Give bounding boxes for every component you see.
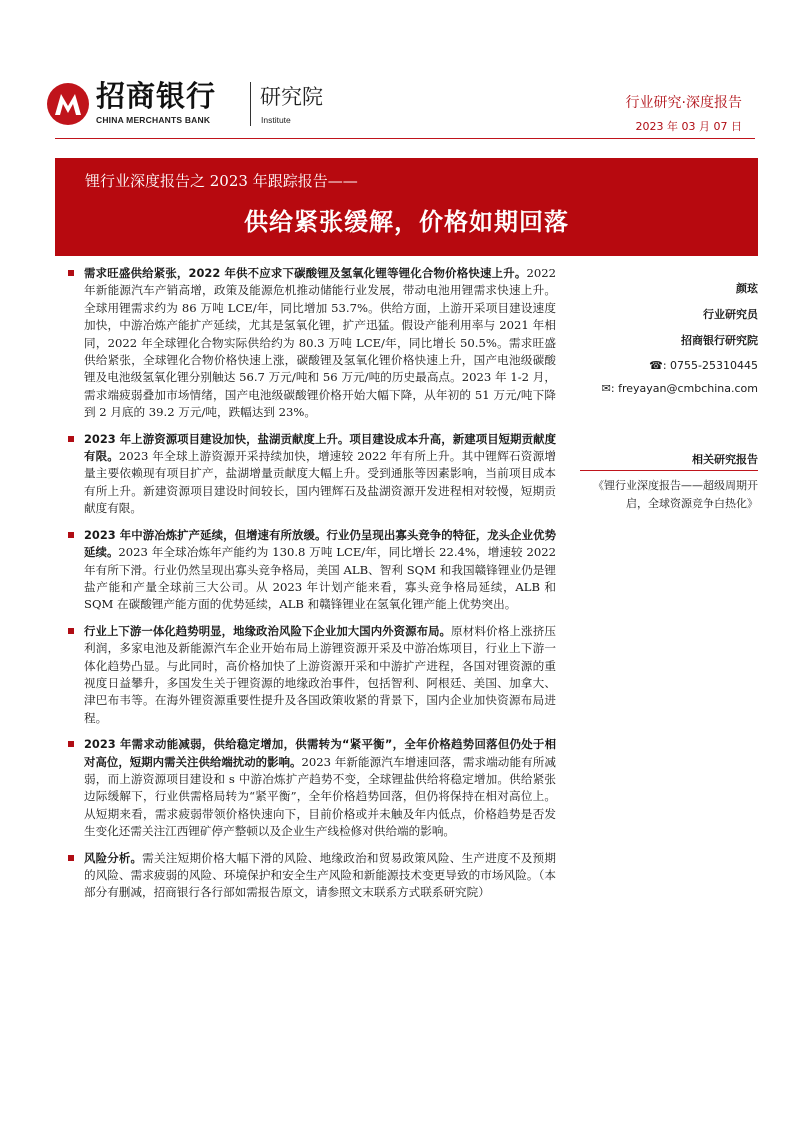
- report-header: [0, 0, 800, 150]
- summary-paragraph: [60, 527, 556, 614]
- related-report-link[interactable]: 《锂行业深度报告——超级周期开启，全球资源竞争白热化》: [593, 479, 758, 510]
- related-reports-rule: [580, 470, 758, 471]
- paragraph-text: 2023 年全球上游资源开采持续加快，增速较 2022 年有所上升。其中锂辉石资源增量主要依赖现有项目扩产，盐湖增量贡献度大幅上升。受到通胀等因素影响，当前项目成本有所上升。新建资源项目建设时间较长，国内锂辉石及盐湖资源开发进程相对较慢，短期贡献度有限。: [84, 449, 556, 516]
- paragraph-text: 2023 年新能源汽车增速回落，需求端动能有所减弱，而上游资源项目建设和 s 中游冶炼扩产趋势不变，全球锂盐供给将稳定增加。供给紧张边际缓解下，行业供需格局转为“紧平衡”，全年价格趋势回落，但仍将保持在相对高位上。从短期来看，需求疲弱带领价格快速向下，目前价格或并未触及年内低点，价格趋势是否发生变化还需关注江西锂矿停产整顿以及企业生产线检修对供给端的影响。: [84, 754, 556, 839]
- summary-paragraph: [60, 736, 556, 840]
- related-reports-title: 相关研究报告: [692, 453, 758, 466]
- paragraph-text: 2023 年全球冶炼年产能约为 130.8 万吨 LCE/年，同比增长 22.4%，增速较 2022 年有所下滑。行业仍然呈现出寡头竞争格局，美国 ALB、智利 SQM 和我国赣锋锂业仍是锂盐产能和产量全球前三大公司。从 2023 年计划产能来看，寡头竞争格局延续，ALB 和 SQM 在碳酸锂产能方面的优势延续，ALB 和赣锋锂业在氢氧化锂产能上优势突出。: [84, 545, 556, 612]
- paragraph-text: 需关注短期价格大幅下滑的风险、地缘政治和贸易政策风险、生产进度不及预期的风险、需求疲弱的风险、环境保护和安全生产风险和新能源技术变更导致的市场风险。（本部分有删减，招商银行各行部如需报告原文，请参照文末联系方式联系研究院）: [84, 850, 556, 900]
- square-bullet-icon: [68, 741, 74, 747]
- phone-icon: ☎:: [649, 359, 667, 372]
- paragraph-text: 2022 年新能源汽车产销高增，政策及能源危机推动储能行业发展，带动电池用锂需求快速上升。全球用锂需求约为 86 万吨 LCE/年，同比增加 53.7%。供给方面，上游开采项目建设速度加快，中游冶炼产能扩产延续，尤其是氢氧化锂，扩产迅猛。假设产能利用率与 2021 年相同，2022 年全球锂化合物实际供给约为 80.3 万吨 LCE/年，同比增长 50.5%。需求旺盛供给紧张，全球锂化合物价格快速上涨，碳酸锂及氢氧化锂价格快速上升，国产电池级碳酸锂及电池级氢氧化锂分别触达 56.7 万元/吨和 56 万元/吨的历史最高点。2023 年 1-2 月，需求端疲弱叠加市场情绪，国产电池级碳酸锂价格开始大幅下降，从年初的 51 万元/吨下降到 2 月底的 39.2 万元/吨，跌幅达到 23%。: [84, 266, 556, 420]
- author-phone: [649, 359, 758, 372]
- brand-name-en: CHINA MERCHANTS BANK: [96, 115, 211, 125]
- author-name: 颜玹: [736, 282, 758, 295]
- square-bullet-icon: [68, 270, 74, 276]
- header-rule: [55, 138, 755, 139]
- paragraph-lead: 行业上下游一体化趋势明显，地缘政治风险下企业加大国内外资源布局。: [84, 623, 452, 638]
- title-banner: [55, 158, 758, 256]
- author-role: 行业研究员: [703, 308, 758, 321]
- paragraph-text: 原材料价格上涨挤压利润，多家电池及新能源汽车企业开始布局上游锂资源开采及中游冶炼项目，行业上下游一体化趋势凸显。与此同时，高价格加快了上游资源开采和中游扩产进程，各国对锂资源的重视度日益攀升，多国发生关于锂资源的地缘政治事件，包括智利、阿根廷、美国、加拿大、津巴布韦等。在海外锂资源重要性提升及各国政策收紧的背景下，国内企业加快资源布局进程。: [84, 623, 556, 725]
- square-bullet-icon: [68, 532, 74, 538]
- report-type: 行业研究·深度报告: [625, 95, 742, 111]
- mail-icon: ✉:: [601, 382, 615, 395]
- logo-divider: [250, 82, 251, 126]
- paragraph-lead: 2023 年上游资源项目建设加快，盐湖贡献度上升。项目建设成本升高，新建项目短期贡献度有限。: [84, 431, 556, 464]
- institute-name-cn: 研究院: [260, 85, 323, 109]
- summary-paragraph: [60, 850, 556, 902]
- summary-paragraph: [60, 265, 556, 422]
- report-title: 供给紧张缓解，价格如期回落: [244, 208, 569, 236]
- institute-name-en: Institute: [261, 115, 291, 125]
- phone-number: 0755-25310445: [670, 359, 758, 372]
- square-bullet-icon: [68, 855, 74, 861]
- summary-paragraph: [60, 623, 556, 727]
- summary-column: [60, 265, 556, 911]
- square-bullet-icon: [68, 628, 74, 634]
- paragraph-lead: 2023 年需求动能减弱，供给稳定增加，供需转为“紧平衡”，全年价格趋势回落但仍处于相对高位，短期内需关注供给端扰动的影响。: [84, 737, 556, 769]
- report-date: 2023 年 03 月 07 日: [635, 120, 742, 133]
- email-address[interactable]: freyayan@cmbchina.com: [618, 382, 758, 395]
- paragraph-lead: 2023 年中游冶炼扩产延续，但增速有所放缓。行业仍呈现出寡头竞争的特征，龙头企业优势延续。: [84, 527, 556, 560]
- cmb-logo-icon: [46, 82, 90, 126]
- summary-paragraph: [60, 431, 556, 518]
- author-email[interactable]: [602, 382, 758, 395]
- author-org: 招商银行研究院: [681, 334, 758, 347]
- brand-name-cn: 招商银行: [96, 79, 217, 113]
- square-bullet-icon: [68, 436, 74, 442]
- paragraph-lead: 风险分析。: [84, 850, 143, 865]
- paragraph-lead: 需求旺盛供给紧张，2022 年供不应求下碳酸锂及氢氧化锂等锂化合物价格快速上升。: [84, 266, 527, 280]
- report-subtitle: 锂行业深度报告之 2023 年跟踪报告——: [85, 172, 358, 190]
